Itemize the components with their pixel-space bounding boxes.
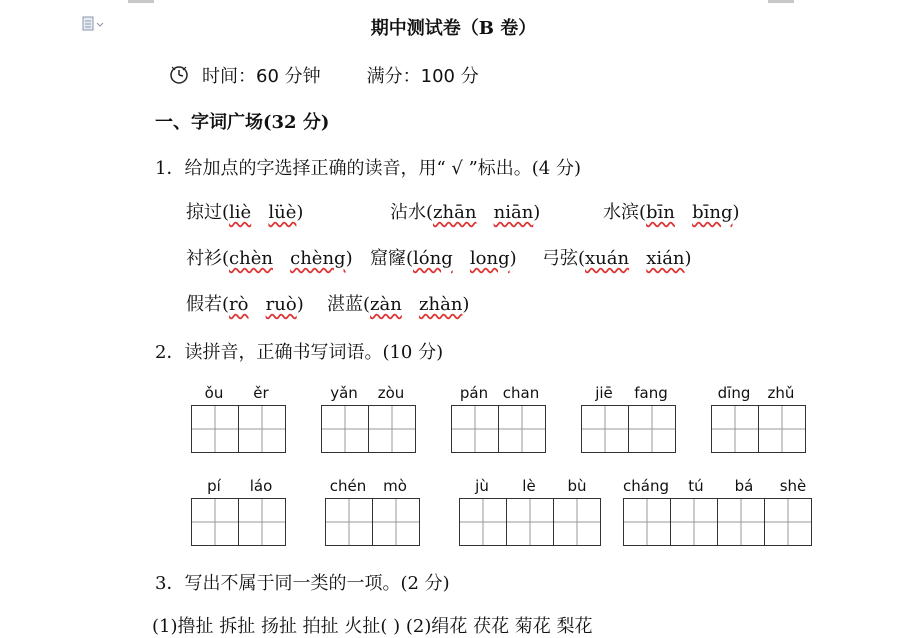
question-2-prompt: 2．读拼音，正确书写词语。(10 分) [155,342,444,363]
pinyin-label: cháng [623,477,669,495]
pinyin-label: yǎn [330,384,358,402]
pinyin-label: zhǔ [767,384,795,402]
question-1-prompt: 1．给加点的字选择正确的读音，用“ √ ”标出。(4 分) [155,158,581,179]
pinyin-label: tú [688,477,704,495]
question-3-prompt: 3．写出不属于同一类的一项。(2 分) [155,573,450,594]
pinyin-choice-item: 假若(rò ruò) [186,294,304,315]
pinyin-writing-group [191,384,285,404]
pinyin-choice-item: 弓弦(xuán xián) [542,248,692,269]
pinyin-label: dīng [717,384,751,402]
pinyin-label: lè [522,477,536,495]
pinyin-writing-group [325,477,419,497]
question-3-partial: (1)撸扯 拆扯 扬扯 拍扯 火扯( ) (2)绢花 茯花 菊花 梨花 [152,616,593,637]
pinyin-label: jù [475,477,489,495]
pinyin-label: jiē [595,384,613,402]
pinyin-choice-item: 窟窿(lóng long) [370,248,517,269]
writing-boxes[interactable] [711,405,806,453]
page-top-mark-left [128,0,154,3]
writing-boxes[interactable] [325,498,420,546]
writing-boxes[interactable] [623,498,812,546]
pinyin-writing-group [581,384,675,404]
pinyin-label: mò [383,477,407,495]
pinyin-label: zòu [377,384,405,402]
pinyin-label: ǒu [204,384,224,402]
writing-boxes[interactable] [459,498,601,546]
exam-time: 时间：60 分钟 [202,66,321,87]
pinyin-writing-group [451,384,545,404]
pinyin-label: bá [734,477,754,495]
pinyin-label: ěr [253,384,269,402]
pinyin-writing-group [191,477,285,497]
section-heading: 一、字词广场(32 分) [155,112,330,133]
writing-boxes[interactable] [451,405,546,453]
document-title: 期中测试卷（B 卷） [370,18,537,39]
pinyin-writing-group [459,477,601,497]
pinyin-label: fang [634,384,668,402]
exam-full-score: 满分：100 分 [366,66,479,87]
pinyin-label: pán [459,384,489,402]
pinyin-choice-item: 水滨(bīn bīng) [603,202,740,223]
writing-boxes[interactable] [191,498,286,546]
exam-meta [168,62,479,88]
pinyin-writing-group [623,477,815,497]
pinyin-writing-group [711,384,805,404]
page-top-mark-right [768,0,794,3]
pinyin-label: bù [567,477,587,495]
pinyin-label: pí [207,477,221,495]
writing-boxes[interactable] [321,405,416,453]
pinyin-choice-item: 湛蓝(zàn zhàn) [327,294,470,315]
pinyin-writing-group [321,384,415,404]
pinyin-label: láo [249,477,273,495]
pinyin-choice-item: 衬衫(chèn chèng) [186,248,353,269]
clock-icon [168,64,190,86]
writing-boxes[interactable] [191,405,286,453]
writing-boxes[interactable] [581,405,676,453]
pinyin-label: chén [329,477,367,495]
pinyin-choice-item: 沾水(zhān niān) [390,202,541,223]
pinyin-label: chan [502,384,540,402]
pinyin-label: shè [779,477,807,495]
pinyin-choice-item: 掠过(liè lüè) [186,202,304,223]
